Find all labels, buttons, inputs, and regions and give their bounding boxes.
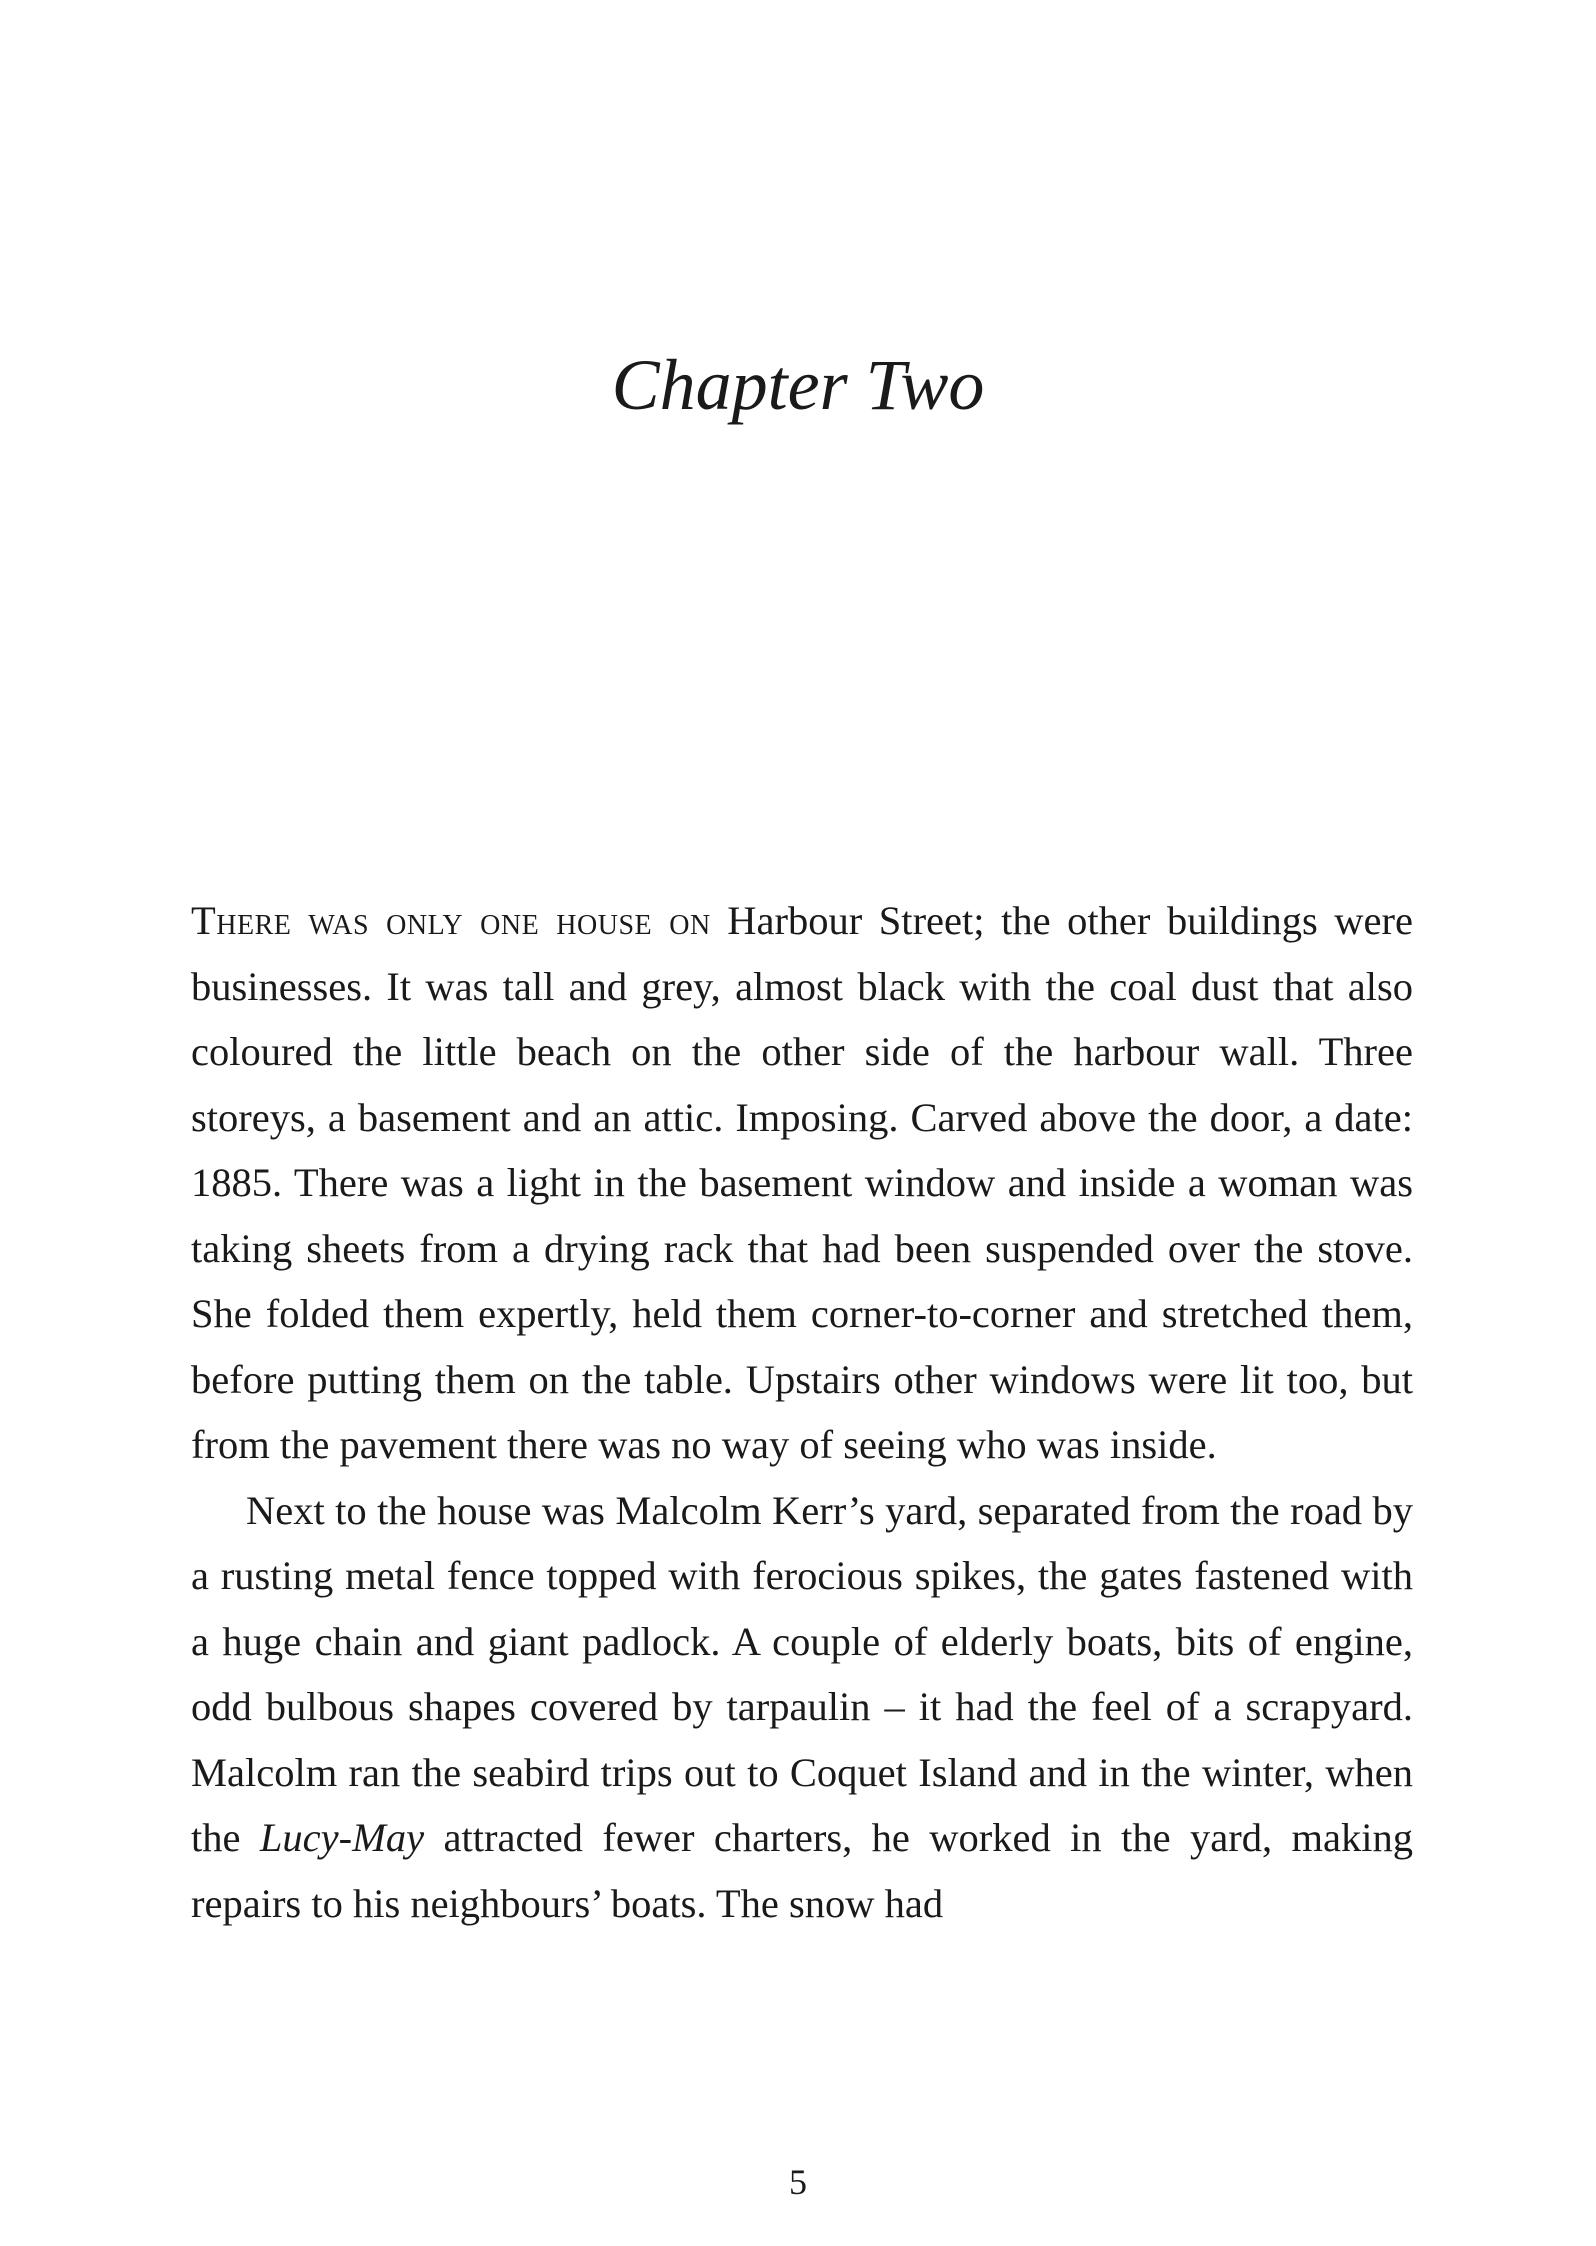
paragraph-1 [191, 888, 1413, 1478]
paragraph-2-text-end: attracted fewer charters, he worked in the yard, making repairs to his neighbours’ boats. The snow had [191, 1815, 1413, 1926]
paragraph-2 [191, 1478, 1413, 1937]
page-number: 5 [789, 2162, 807, 2202]
body-text [191, 888, 1413, 1936]
paragraph-1-text: Harbour Street; the other buildings were businesses. It was tall and grey, almost black with the coal dust that also coloured the little beach on the other side of the harbour wall. Three storeys, a basement and an attic. Imposing. Carved above the door, a date: 1885. There was a light in the basement window and inside a woman was taking sheets from a drying rack that had been suspended over the stove. She folded them expertly, held them corner-to-corner and stretched them, before putting them on the table. Upstairs other windows were lit too, but from the pavement there was no way of seeing who was inside. [191, 898, 1413, 1467]
chapter-title: Chapter Two [611, 345, 985, 425]
paragraph-1-lead-smallcaps: There was only one house on [191, 898, 711, 943]
paragraph-2-text-start: Next to the house was Malcolm Kerr’s yard, separated from the road by a rusting metal fence topped with ferocious spikes, the gates fastened with a huge chain and giant padlock. A couple of elderly boats, bits of engine, odd bulbous shapes covered by tarpaulin – it had the feel of a scrapyard. Malcolm ran the seabird trips out to Coquet Island and in the winter, when the [191, 1487, 1413, 1860]
boat-name-italic: Lucy-May [259, 1815, 425, 1860]
